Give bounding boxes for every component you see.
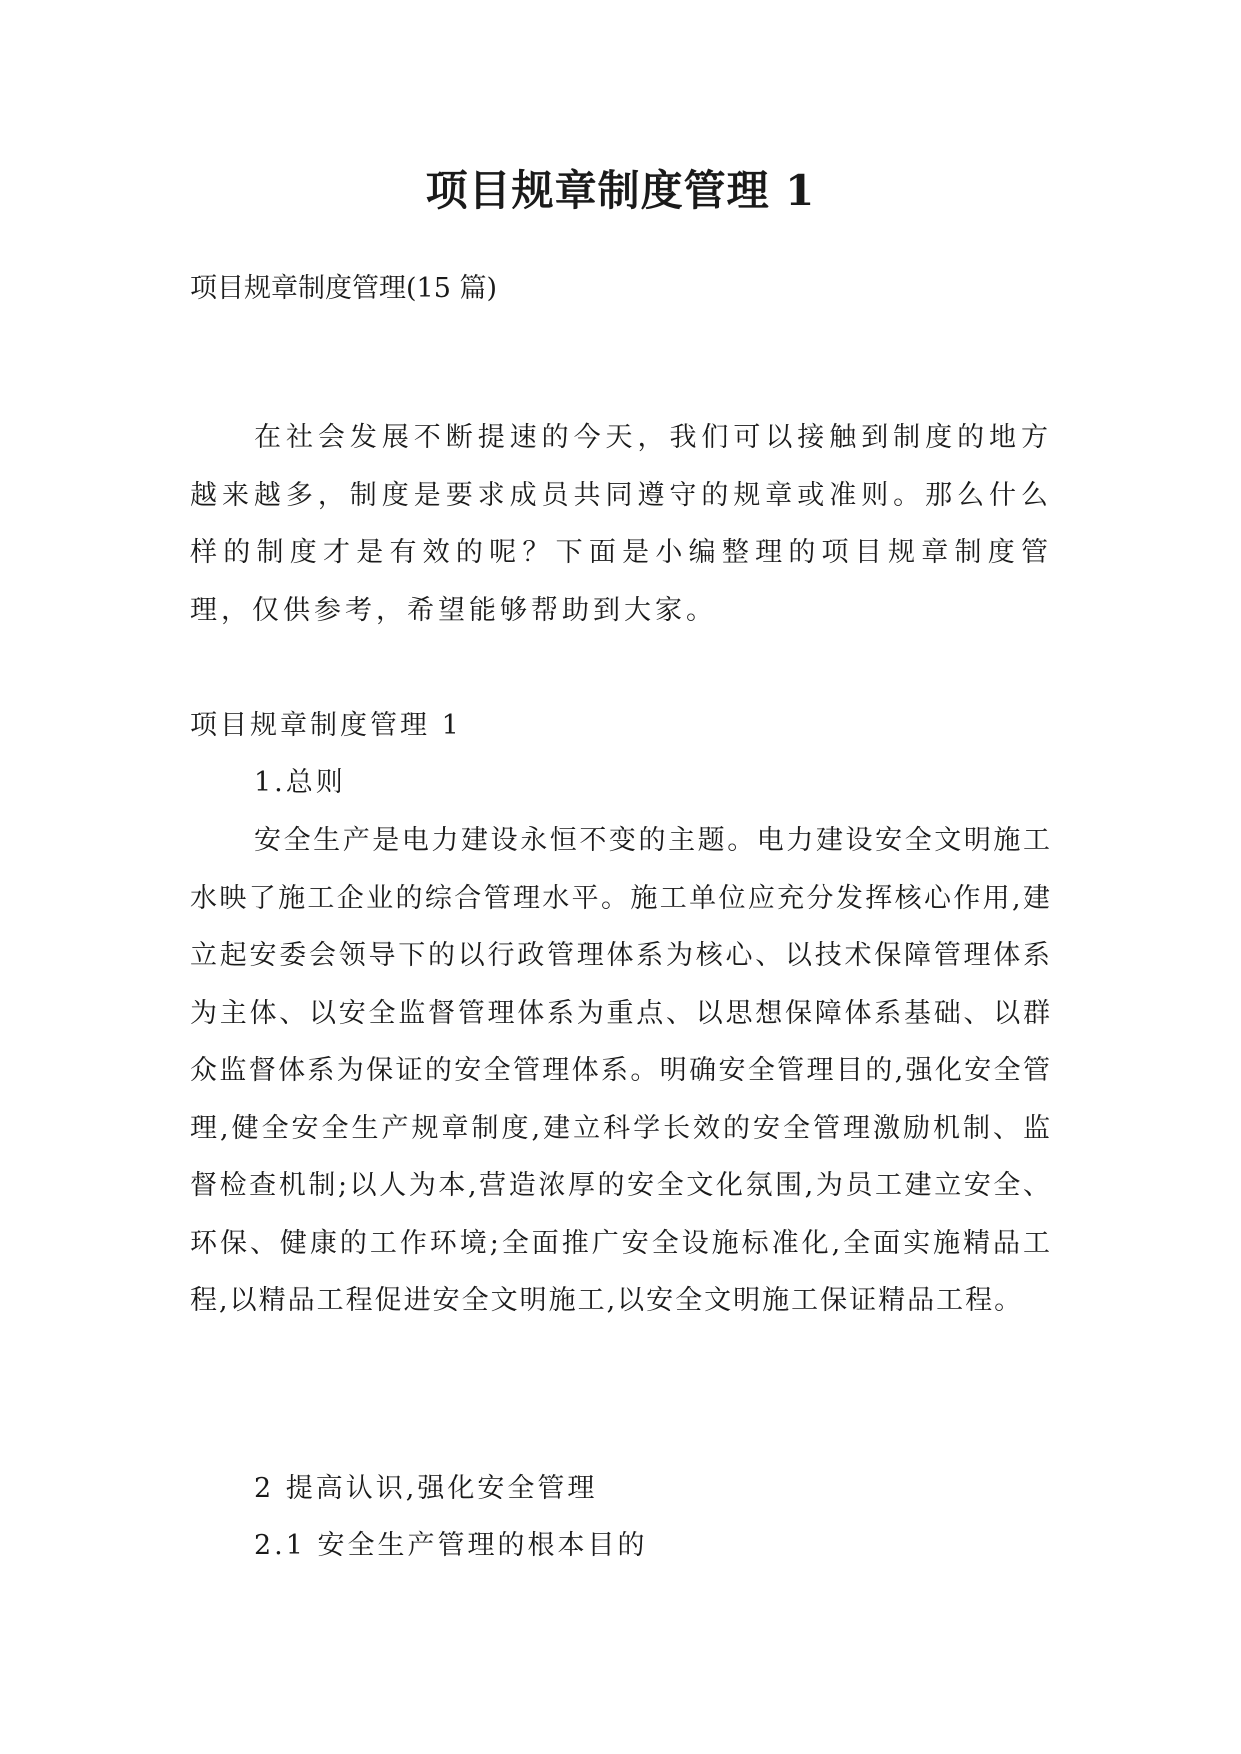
heading-two-one: 2.1 安全生产管理的根本目的 [254,1530,648,1561]
section-title: 项目规章制度管理 1 [190,710,462,741]
general-paragraph: 安全生产是电力建设永恒不变的主题。电力建设安全文明施工水映了施工企业的综合管理水平。施工单位应充分发挥核心作用,建立起安委会领导下的以行政管理体系为核心、以技术保障管理体系为主体、以安全监督管理体系为重点、以思想保障体系基础、以群众监督体系为保证的安全管理体系。明确安全管理目的,强化安全管理,健全安全生产规章制度,建立科学长效的安全管理激励机制、监督检查机制;以人为本,营造浓厚的安全文化氛围,为员工建立安全、环保、健康的工作环境;全面推广安全设施标准化,全面实施精品工程,以精品工程促进安全文明施工,以安全文明施工保证精品工程。 [190,825,1052,1316]
heading-two: 2 提高认识,强化安全管理 [254,1473,598,1504]
document-subtitle: 项目规章制度管理(15 篇) [190,273,498,304]
document-title: 项目规章制度管理 1 [425,166,816,215]
heading-general: 1.总则 [254,767,346,798]
intro-paragraph: 在社会发展不断提速的今天，我们可以接触到制度的地方越来越多，制度是要求成员共同遵守的规章或准则。那么什么样的制度才是有效的呢？下面是小编整理的项目规章制度管理，仅供参考，希望能够帮助到大家。 [190,422,1052,626]
